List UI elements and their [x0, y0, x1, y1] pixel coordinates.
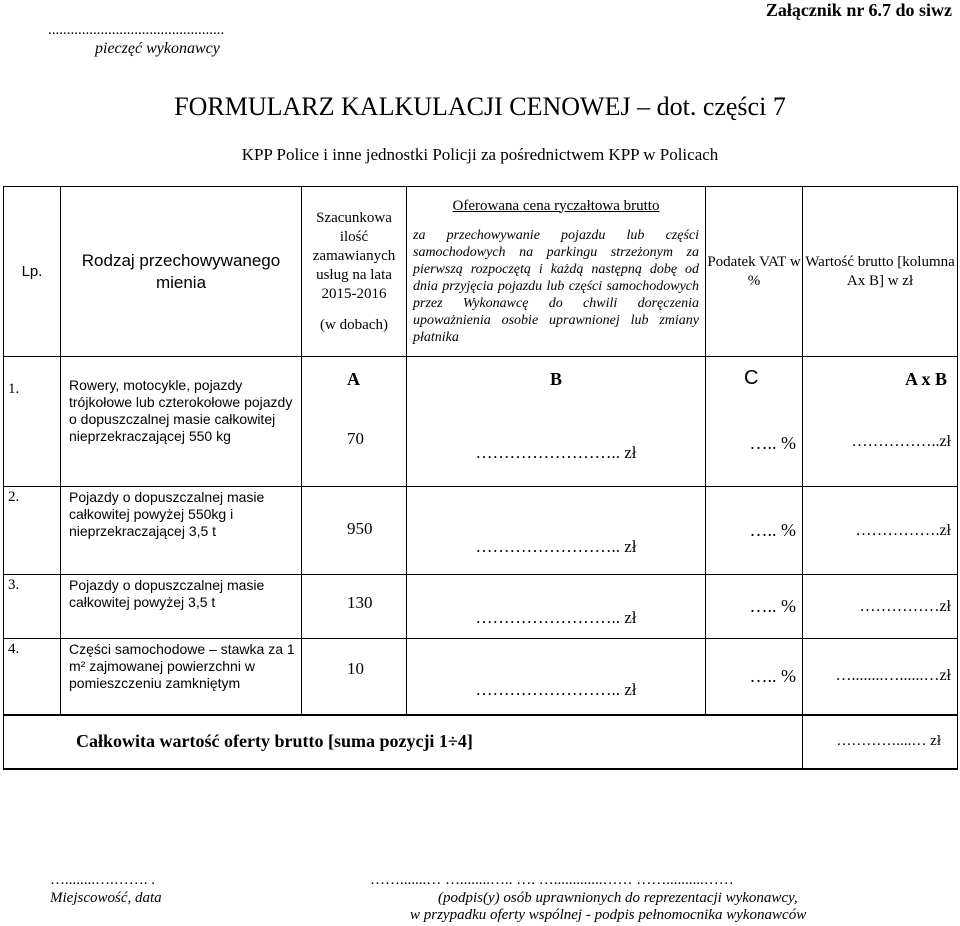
- signature-label: (podpis(y) osób uprawnionych do reprezentacji wykonawcy,: [438, 890, 798, 906]
- row-vat: ….. %: [706, 575, 803, 639]
- place-date-label: Miejscowość, data: [50, 890, 162, 906]
- row-quantity: 950: [302, 487, 407, 575]
- row-vat: C ….. %: [706, 357, 803, 487]
- table-row: [4, 575, 958, 639]
- row-lp: 4.: [4, 639, 61, 715]
- table-row: [4, 487, 958, 575]
- row-kind: Pojazdy o dopuszczalnej masie całkowitej powyżej 550kg i nieprzekraczającej 3,5 t: [61, 487, 302, 575]
- row-vat: ….. %: [706, 639, 803, 715]
- row-total: ……………zł: [803, 575, 958, 639]
- calculation-table: [3, 186, 958, 770]
- page-subtitle: KPP Police i inne jednostki Policji za pośrednictwem KPP w Policach: [241, 145, 719, 164]
- row-lp: 1.: [4, 357, 61, 487]
- stamp-dots: ...............................................: [48, 22, 225, 38]
- row-quantity: 130: [302, 575, 407, 639]
- sum-row: [4, 715, 958, 769]
- sum-label: Całkowita wartość oferty brutto [suma pozycji 1÷4]: [4, 715, 803, 769]
- sum-value: …………....… zł: [803, 715, 958, 769]
- header-offer-title: Oferowana cena ryczałtowa brutto: [452, 197, 660, 214]
- row-quantity: 10: [302, 639, 407, 715]
- stamp-label: pieczęć wykonawcy: [95, 40, 220, 57]
- row-vat: ….. %: [706, 487, 803, 575]
- row-kind: Pojazdy o dopuszczalnej masie całkowitej powyżej 3,5 t: [61, 575, 302, 639]
- row-total: …………….zł: [803, 487, 958, 575]
- header-lp: Lp.: [4, 187, 61, 357]
- column-letter-b: B: [549, 369, 562, 389]
- header-quantity-text: Szacunkowa ilość zamawianych usług na lata 2015-2016: [312, 209, 396, 302]
- row-quantity: A 70: [302, 357, 407, 487]
- row-lp: 2.: [4, 487, 61, 575]
- header-offer: [407, 187, 706, 357]
- row-price: …………………….. zł: [407, 639, 706, 715]
- signature-label-joint: w przypadku oferty wspólnej - podpis pełnomocnika wykonawców: [410, 907, 807, 923]
- column-letter-axb: A x B: [904, 369, 947, 389]
- row-kind: Części samochodowe – stawka za 1 m² zajmowanej powierzchni w pomieszczeniu zamkniętym: [61, 639, 302, 715]
- header-kind: Rodzaj przechowywanego mienia: [61, 187, 302, 357]
- header-total: Wartość brutto [kolumna Ax B] w zł: [803, 187, 958, 357]
- row-total: A x B ……………..zł: [803, 357, 958, 487]
- header-vat: Podatek VAT w %: [706, 187, 803, 357]
- column-letter-c: C: [744, 367, 759, 389]
- table-row: [4, 357, 958, 487]
- header-offer-description: za przechowywanie pojazdu lub części samochodowych na parkingu strzeżonym za pierwszą rozpoczętą i każdą następną dobę od dnia przyjęcia pojazdu lub części samochodowych przez Wykonawcę do chwili doręczenia upoważnienia osobie uprawnionej lub zmiany płatnika: [413, 227, 699, 345]
- row-price: …………………….. zł: [407, 487, 706, 575]
- row-lp: 3.: [4, 575, 61, 639]
- header-quantity: [302, 187, 407, 357]
- place-date-dots: …........….……. .: [50, 872, 155, 888]
- row-price: …………………….. zł: [407, 575, 706, 639]
- row-total: …........…......…zł: [803, 639, 958, 715]
- column-letter-a: A: [347, 369, 360, 389]
- table-row: [4, 639, 958, 715]
- row-kind: Rowery, motocykle, pojazdy trójkołowe lub czterokołowe pojazdy o dopuszczalnej masie całkowitej nieprzekraczającej 550 kg: [61, 357, 302, 487]
- annex-label: Załącznik nr 6.7 do siwz: [765, 0, 952, 20]
- header-quantity-unit: (w dobach): [320, 316, 388, 333]
- row-price: B …………………….. zł: [407, 357, 706, 487]
- page-title: FORMULARZ KALKULACJI CENOWEJ – dot. części 7: [174, 92, 786, 121]
- signature-dots: …….......… …........….. …. ….............…… ……..........……: [370, 872, 734, 888]
